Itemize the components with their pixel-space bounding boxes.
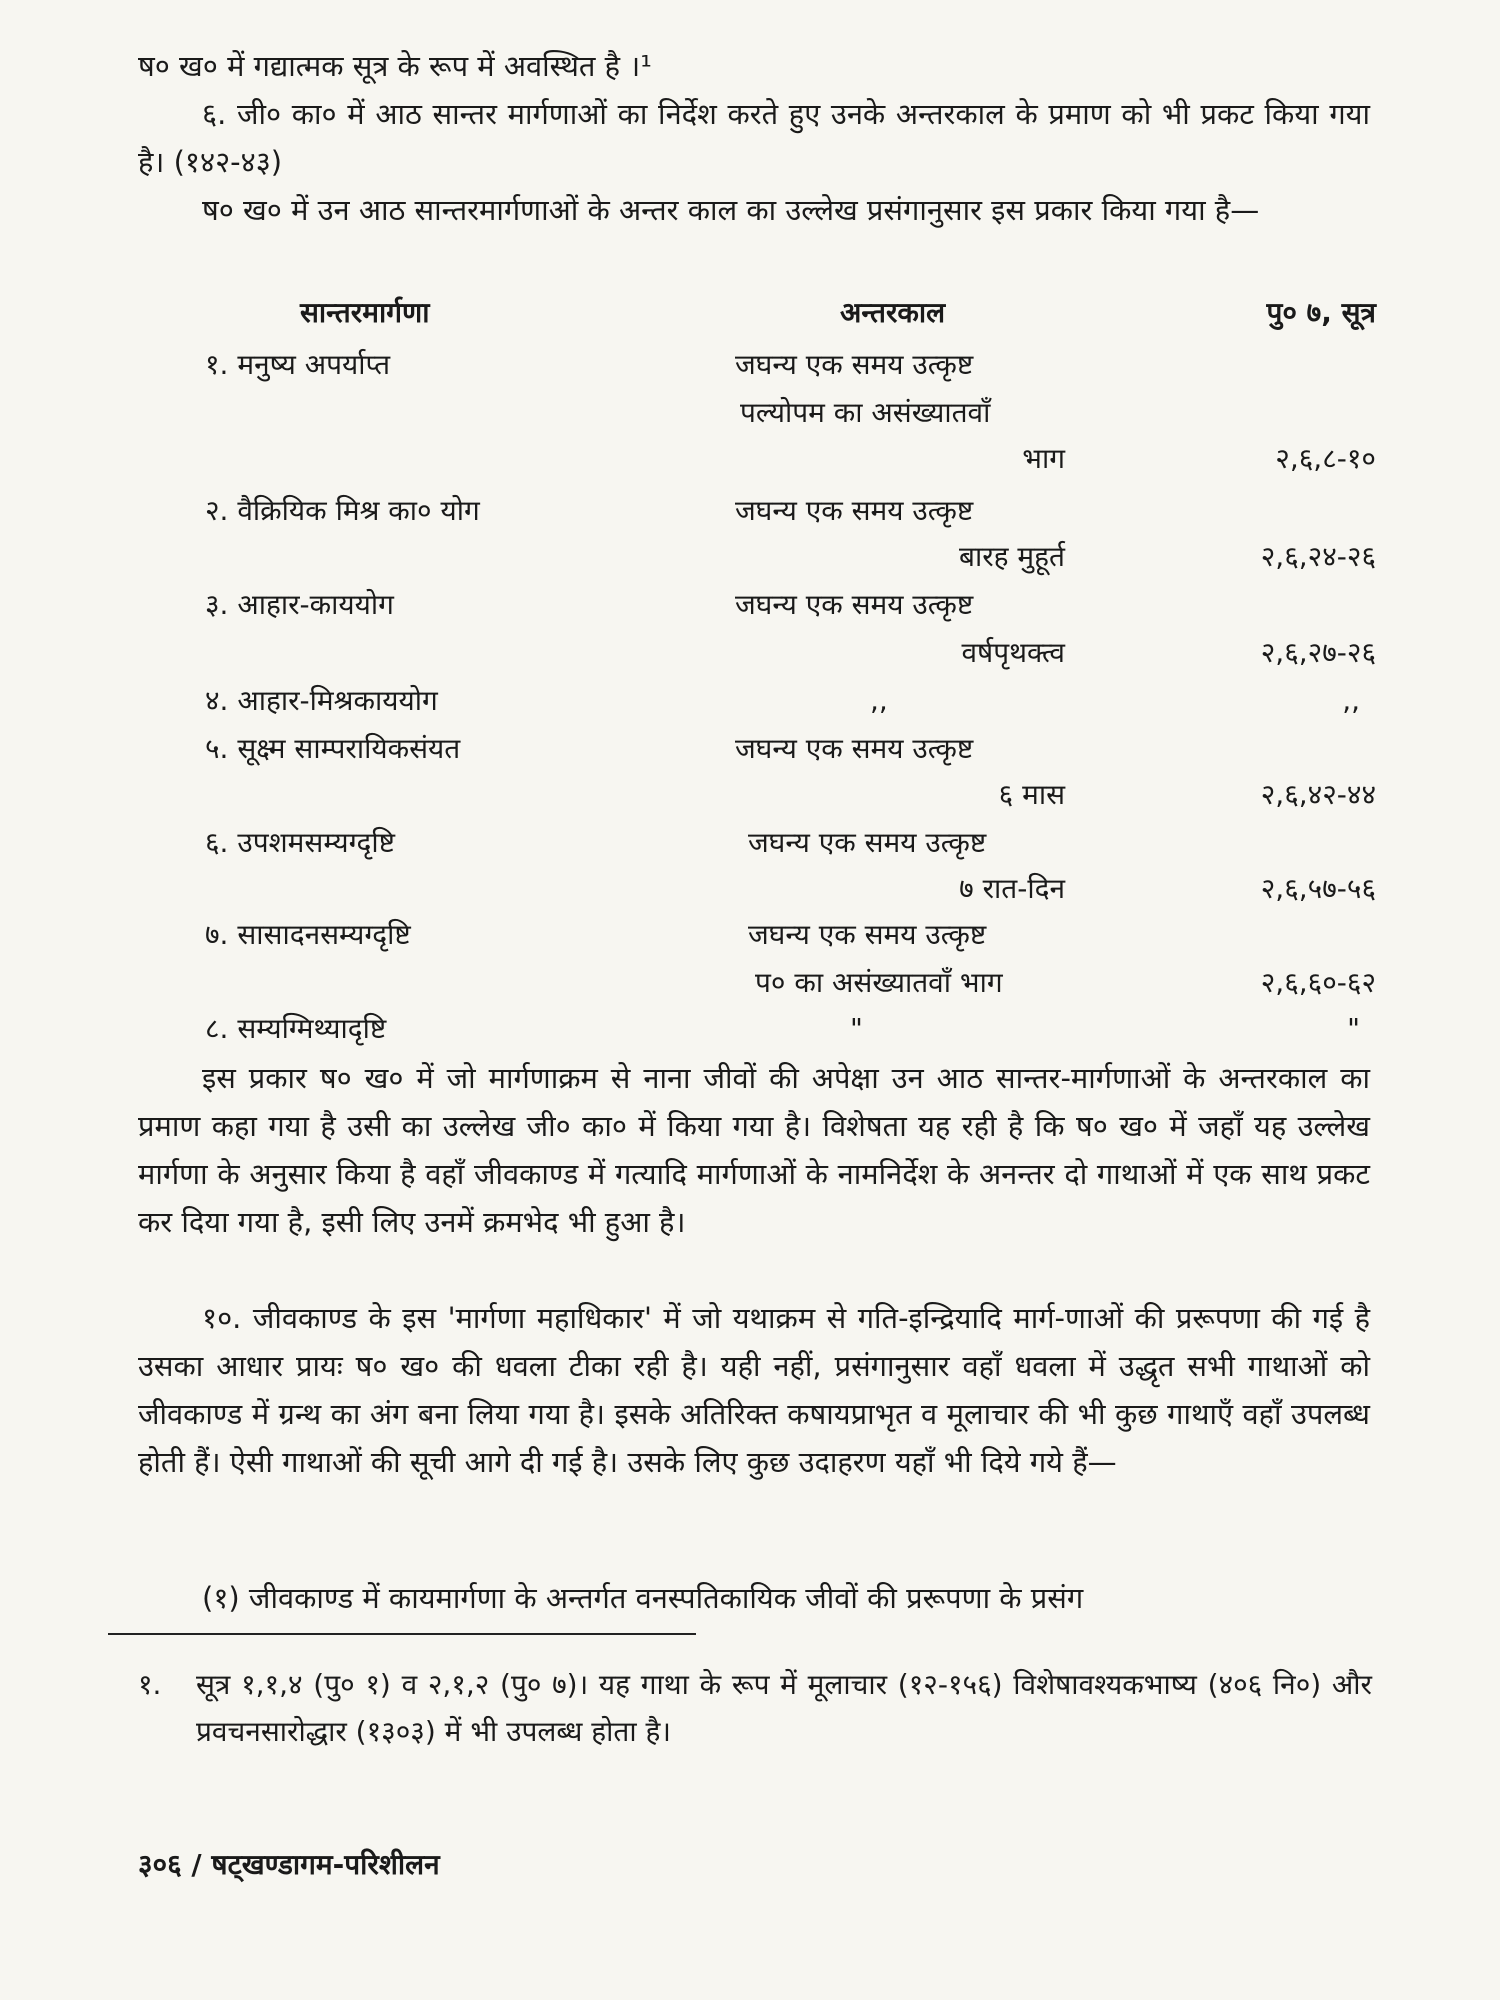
row-interval-2: वर्षपृथक्त्व bbox=[961, 636, 1065, 669]
table-row bbox=[0, 820, 1500, 866]
table-row bbox=[0, 582, 1500, 628]
paragraph-6b: ष० ख० में उन आठ सान्तरमार्गणाओं के अन्तर काल का उल्लेख प्रसंगानुसार इस प्रकार किया गया है— bbox=[202, 193, 1260, 227]
row-ref: २,६,६०-६२ bbox=[1260, 966, 1376, 999]
row-name: ७. सासादनसम्यग्दृष्टि bbox=[205, 918, 411, 951]
paragraph-intro-tail: ष० ख० में गद्यात्मक सूत्र के रूप में अवस्थित है ।¹ bbox=[138, 49, 652, 83]
header-marga: सान्तरमार्गणा bbox=[300, 296, 430, 329]
row-ref: २,६,२७-२६ bbox=[1260, 636, 1376, 669]
table-row-continued bbox=[0, 630, 1500, 676]
row-interval-3: भाग bbox=[1022, 442, 1065, 475]
table-row bbox=[0, 342, 1500, 388]
row-interval-2: प० का असंख्यातवाँ भाग bbox=[755, 966, 1003, 999]
row-ref: २,६,५७-५६ bbox=[1260, 872, 1376, 905]
header-sutra: पु० ७, सूत्र bbox=[1266, 296, 1376, 329]
row-interval-2: बारह मुहूर्त bbox=[958, 540, 1065, 573]
row-name: ६. उपशमसम्यग्दृष्टि bbox=[205, 826, 396, 859]
table-row bbox=[0, 1006, 1500, 1052]
table-row-continued bbox=[0, 534, 1500, 580]
row-interval-1: जघन्य एक समय उत्कृष्ट bbox=[748, 918, 987, 951]
table-row bbox=[0, 488, 1500, 534]
table-row bbox=[0, 912, 1500, 958]
row-name: ४. आहार-मिश्रकाययोग bbox=[205, 684, 438, 717]
footnote-divider bbox=[108, 1633, 696, 1635]
table-row-continued bbox=[0, 866, 1500, 912]
row-ref: २,६,४२-४४ bbox=[1260, 778, 1376, 811]
row-interval-1: जघन्य एक समय उत्कृष्ट bbox=[735, 732, 974, 765]
paragraph-6: ६. जी० का० में आठ सान्तर मार्गणाओं का निर्देश करते हुए उनके अन्तरकाल के प्रमाण को भी प्रकट किया गया है। (१४२-४३) bbox=[138, 97, 1370, 179]
table-header bbox=[0, 290, 1500, 336]
row-name: ८. सम्यग्मिथ्यादृष्टि bbox=[205, 1012, 387, 1045]
table-row bbox=[0, 726, 1500, 772]
table-row-continued bbox=[0, 960, 1500, 1006]
row-interval-2: पल्योपम का असंख्यातवाँ bbox=[740, 396, 991, 429]
table-row bbox=[0, 678, 1500, 724]
row-ref: ,, bbox=[1342, 684, 1360, 717]
row-name: २. वैक्रियिक मिश्र का० योग bbox=[205, 494, 480, 527]
table-row-continued bbox=[0, 390, 1500, 436]
row-interval-1: जघन्य एक समय उत्कृष्ट bbox=[735, 588, 974, 621]
paragraph-10: १०. जीवकाण्ड के इस 'मार्गणा महाधिकार' में जो यथाक्रम से गति-इन्द्रियादि मार्ग-णाओं की प्ररूपणा की गई है उसका आधार प्रायः ष० ख० की धवला टीका रही है। यही नहीं, प्रसंगानुसार वहाँ धवला में उद्धृत सभी गाथाओं को जीवकाण्ड में ग्रन्थ का अंग बना लिया गया है। इसके अतिरिक्त कषायप्राभृत व मूलाचार की भी कुछ गाथाएँ वहाँ उपलब्ध होती हैं। ऐसी गाथाओं की सूची आगे दी गई है। उसके लिए कुछ उदाहरण यहाँ भी दिये गये हैं— bbox=[138, 1301, 1370, 1479]
table-row-continued bbox=[0, 772, 1500, 818]
row-name: १. मनुष्य अपर्याप्त bbox=[205, 348, 391, 381]
row-name: ५. सूक्ष्म साम्परायिकसंयत bbox=[205, 732, 461, 765]
row-interval-1: ,, bbox=[870, 684, 888, 717]
page-footer: ३०६ / षट्खण्डागम-परिशीलन bbox=[138, 1848, 440, 1881]
footnote-number: १. bbox=[138, 1668, 162, 1701]
row-interval-1: " bbox=[850, 1012, 863, 1045]
row-interval-1: जघन्य एक समय उत्कृष्ट bbox=[735, 494, 974, 527]
paragraph-example-1: (१) जीवकाण्ड में कायमार्गणा के अन्तर्गत वनस्पतिकायिक जीवों की प्ररूपणा के प्रसंग bbox=[202, 1581, 1084, 1615]
footnote-text: सूत्र १,१,४ (पु० १) व २,१,२ (पु० ७)। यह गाथा के रूप में मूलाचार (१२-१५६) विशेषावश्यकभाष्य (४०६ नि०) और प्रवचनसारोद्धार (१३०३) में भी उपलब्ध होता है। bbox=[196, 1668, 1372, 1748]
row-name: ३. आहार-काययोग bbox=[205, 588, 394, 621]
header-antarakal: अन्तरकाल bbox=[840, 296, 946, 329]
row-interval-1: जघन्य एक समय उत्कृष्ट bbox=[748, 826, 987, 859]
row-ref: २,६,८-१० bbox=[1275, 442, 1376, 475]
row-ref: " bbox=[1347, 1012, 1360, 1045]
paragraph-summary: इस प्रकार ष० ख० में जो मार्गणाक्रम से नाना जीवों की अपेक्षा उन आठ सान्तर-मार्गणाओं के अन्तरकाल का प्रमाण कहा गया है उसी का उल्लेख जी० का० में किया गया है। विशेषता यह रही है कि ष० ख० में जहाँ यह उल्लेख मार्गणा के अनुसार किया है वहाँ जीवकाण्ड में गत्यादि मार्गणाओं के नामनिर्देश के अनन्तर दो गाथाओं में एक साथ प्रकट कर दिया गया है, इसी लिए उनमें क्रमभेद भी हुआ है। bbox=[138, 1061, 1370, 1239]
table-row-continued bbox=[0, 436, 1500, 482]
row-ref: २,६,२४-२६ bbox=[1260, 540, 1376, 573]
row-interval-2: ६ मास bbox=[998, 778, 1065, 811]
row-interval-2: ७ रात-दिन bbox=[959, 872, 1065, 905]
row-interval-1: जघन्य एक समय उत्कृष्ट bbox=[735, 348, 974, 381]
